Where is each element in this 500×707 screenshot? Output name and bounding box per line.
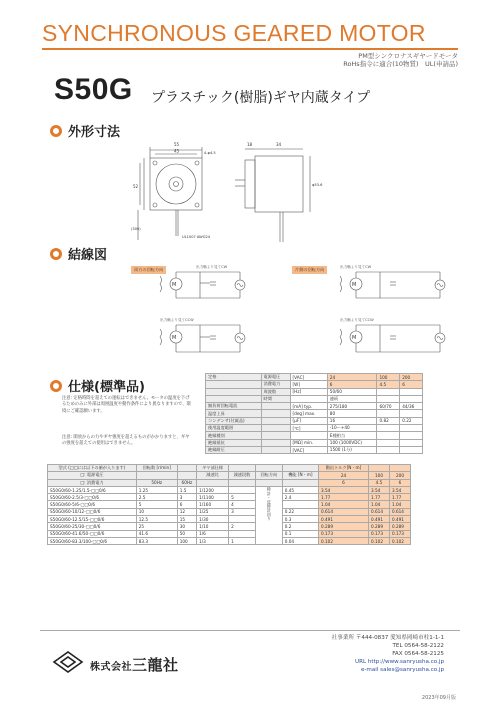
spec-cell — [261, 446, 290, 453]
spec-row — [206, 403, 423, 410]
wiring-diagrams — [140, 262, 470, 370]
model-cell: 1/10 — [197, 523, 229, 530]
dim-52: 52 — [133, 184, 139, 189]
model-header-cell: 200 — [389, 472, 410, 479]
spec-cell: 80 — [327, 410, 377, 417]
model-cell: 0.491 — [319, 516, 369, 523]
section-bullet-icon — [50, 380, 62, 392]
model-cell: S50G0/60-1.25/1.5-□□0/6 — [48, 486, 137, 493]
spec-cell — [206, 381, 262, 388]
model-cell: S50G0/60-12.5/15-□□0/6 — [48, 516, 137, 523]
model-header-cell: 24 — [319, 472, 369, 479]
spec-cell — [261, 417, 290, 424]
model-cell: 15 — [177, 516, 196, 523]
model-header-cell: 50Hz — [136, 479, 177, 486]
spec-cell: 周波数 — [261, 388, 290, 395]
model-header-cell: 機能 [N・m] — [282, 472, 318, 479]
model-header-cell — [282, 465, 318, 472]
model-cell: 12 — [177, 508, 196, 515]
footer-tel: TEL 0564-58-2122 — [392, 643, 444, 649]
section-spec-title: 仕様(標準品) — [68, 380, 145, 395]
spec-cell — [400, 410, 423, 417]
model-cell: 時計・反時計回り — [255, 486, 282, 544]
spec-cell: 6 — [400, 381, 423, 388]
note-1: 注意: 定格時間を超えての運転はできません。モータの温度を下げるためのみに外部は周囲温度や動作条件により異なりますので、環境にご確認願います。 — [62, 396, 191, 414]
spec-cell: [mA] typ. — [290, 403, 327, 410]
model-cell — [229, 486, 256, 493]
model-cell: 0.289 — [389, 523, 410, 530]
spec-cell: [VAC] — [290, 374, 327, 381]
model-header-cell — [229, 479, 256, 486]
model-cell — [282, 501, 318, 508]
spec-cell: 200 — [400, 374, 423, 381]
model-cell: 1.77 — [319, 494, 369, 501]
model-cell: S50G0/60-41.6/50-□□0/6 — [48, 530, 137, 537]
motor-symbol-3: M — [352, 282, 357, 288]
section-wiring-title: 結線図 — [68, 248, 108, 263]
section-dims-title: 外形寸法 — [68, 125, 121, 140]
model-cell: 2 — [229, 523, 256, 530]
spec-cell: [MΩ] min. — [290, 439, 327, 446]
model-header-cell: 100 — [369, 472, 390, 479]
model-cell: 4 — [229, 501, 256, 508]
model-cell: 1/3 — [197, 537, 229, 544]
spec-cell: E種相当 — [327, 432, 377, 439]
model-cell: 0.173 — [319, 530, 369, 537]
spec-cell — [377, 446, 400, 453]
model-cell: 1/30 — [197, 516, 229, 523]
model-cell: 0.289 — [319, 523, 369, 530]
footer-email[interactable]: e-mail sales@sanryusha.co.jp — [360, 667, 444, 673]
dim-phi: φ53.6 — [312, 183, 323, 187]
model-header-cell — [255, 479, 282, 486]
model-cell: 12.5 — [136, 516, 177, 523]
model-cell: S50G0/60-83.3/100-□□0/6 — [48, 537, 137, 544]
model-cell: 30 — [177, 523, 196, 530]
issue-date: 2023年09月版 — [421, 695, 456, 701]
spec-cell — [400, 446, 423, 453]
spec-cell — [377, 425, 400, 432]
wiring-right-ccw-label: 出力軸より見てCCW — [340, 318, 374, 322]
spec-cell: 絶縁種別 — [206, 432, 262, 439]
model-cell: S50G0/60-2.5/3-□□0/6 — [48, 494, 137, 501]
spec-cell: 温度上昇 — [206, 410, 262, 417]
model-cell: 1/25 — [197, 508, 229, 515]
spec-cell: 0.82 — [377, 417, 400, 424]
model-cell: 50 — [177, 530, 196, 537]
model-header-cell — [282, 479, 318, 486]
section-wiring — [50, 244, 107, 263]
model-row — [48, 530, 411, 537]
model-cell: 0.491 — [389, 516, 410, 523]
model-cell: S50G0/60-5/6-□□0/6 — [48, 501, 137, 508]
spec-cell: 16 — [327, 417, 377, 424]
spec-cell — [377, 410, 400, 417]
dim-lead: (300) — [131, 227, 141, 231]
spec-row — [206, 395, 423, 402]
spec-cell: [deg] max. — [290, 410, 327, 417]
company-prefix: 株式会社 — [90, 662, 132, 673]
model-header-cell: ギヤ部仕様 — [197, 465, 229, 472]
spec-cell: 時間 — [261, 395, 290, 402]
dim-18: 18 — [247, 142, 253, 147]
spec-cell: 6 — [327, 381, 377, 388]
spec-cell: [Hz] — [290, 388, 327, 395]
spec-cell: [W] — [290, 381, 327, 388]
model-cell: 1.5 — [177, 486, 196, 493]
spec-cell — [400, 439, 423, 446]
model-header-cell — [197, 479, 229, 486]
model-cell: 0.3 — [282, 516, 318, 523]
model-cell: 3.54 — [319, 486, 369, 493]
spec-cell: 50/60 — [327, 388, 377, 395]
spec-row — [206, 388, 423, 395]
model-cell: 6 — [177, 501, 196, 508]
model-row — [48, 508, 411, 515]
spec-cell — [400, 432, 423, 439]
spec-cell: [℃] — [290, 425, 327, 432]
header-divider — [42, 48, 458, 50]
spec-cell: 電源電圧 — [261, 374, 290, 381]
spec-table — [205, 373, 423, 454]
model-cell: 3 — [177, 494, 196, 501]
spec-row — [206, 381, 423, 388]
spec-cell — [261, 432, 290, 439]
model-header-cell: 回転数 [r/min] — [136, 465, 177, 472]
spec-cell: 100 (1000VDC) — [327, 439, 377, 446]
model-cell: S50G0/60-10/12-□□0/6 — [48, 508, 137, 515]
model-header-row — [48, 465, 411, 472]
model-cell: 1/1100 — [197, 494, 229, 501]
footer-divider — [40, 630, 460, 631]
model-cell: 2.4 — [282, 494, 318, 501]
model-row — [48, 523, 411, 530]
model-row — [48, 516, 411, 523]
model-cell: 1.04 — [369, 501, 390, 508]
model-header-cell — [136, 472, 177, 479]
spec-cell: 44/36 — [400, 403, 423, 410]
dim-45: 45 — [174, 148, 180, 154]
spec-row — [206, 425, 423, 432]
model-description: プラスチック(樹脂)ギヤ内蔵タイプ — [151, 90, 371, 106]
spec-cell: 60/70 — [377, 403, 400, 410]
spec-cell — [206, 388, 262, 395]
spec-cell: 24 — [327, 374, 377, 381]
section-bullet-icon — [50, 248, 62, 260]
spec-cell: 消費電力 — [261, 381, 290, 388]
model-cell: 1.04 — [319, 501, 369, 508]
spec-cell: 275/180 — [327, 403, 377, 410]
cable-spec: UL1007 AWG24 — [182, 235, 211, 239]
header-subtitle-2: RoHs指令に適合(10物質) UL(申請品) — [343, 60, 458, 68]
spec-cell: 定格 — [206, 374, 262, 381]
model-header-cell: 型式 (□□には以下の値が入ります) — [48, 465, 137, 472]
motor-symbol-2: M — [172, 335, 177, 341]
model-header-cell: □: 電源電圧 — [48, 472, 137, 479]
model-cell: 5 — [136, 501, 177, 508]
model-header-cell: 動出トルク[N・m] — [319, 465, 369, 472]
spec-cell — [400, 425, 423, 432]
model-cell: 3 — [229, 508, 256, 515]
model-cell: 1.77 — [369, 494, 390, 501]
spec-cell: 0.22 — [400, 417, 423, 424]
spec-row — [206, 446, 423, 453]
wiring-ccw-label: 出力軸より見てCCW — [160, 318, 194, 322]
model-header-cell: 減速段数 — [229, 472, 256, 479]
model-header-cell: 6 — [319, 479, 369, 486]
header-title: SYNCHRONOUS GEARED MOTOR — [42, 20, 426, 46]
spec-cell — [290, 432, 327, 439]
company-name — [90, 654, 179, 675]
spec-cell — [400, 388, 423, 395]
model-cell: 1.25 — [136, 486, 177, 493]
model-cell: 0.614 — [389, 508, 410, 515]
model-cell: 0.22 — [282, 508, 318, 515]
model-header-cell — [389, 465, 410, 472]
section-dims — [50, 121, 120, 140]
model-header-cell — [229, 465, 256, 472]
model-cell: 0.2 — [282, 523, 318, 530]
model-header-cell — [255, 465, 282, 472]
model-cell: 5 — [229, 494, 256, 501]
model-cell: S50G0/60-25/30-□□0/6 — [48, 523, 137, 530]
spec-cell — [377, 432, 400, 439]
model-cell: 1/1200 — [197, 486, 229, 493]
model-header-cell — [177, 465, 196, 472]
section-bullet-icon — [50, 125, 62, 137]
dim-55: 55 — [174, 142, 180, 147]
model-cell: 0.102 — [369, 537, 390, 544]
model-row — [48, 494, 411, 501]
model-cell: 0.102 — [389, 537, 410, 544]
model-cell: 0.614 — [319, 508, 369, 515]
company-name-main: 三龍社 — [132, 656, 179, 674]
wiring-right-cw-label: 出力軸より見てCW — [340, 265, 372, 269]
wiring-tag-left: 両方の回転方向 — [131, 266, 166, 274]
model-cell: 0.04 — [282, 537, 318, 544]
model-header-cell — [369, 465, 390, 472]
spec-cell — [261, 439, 290, 446]
model-row — [48, 501, 411, 508]
model-cell: 2.5 — [136, 494, 177, 501]
spec-cell — [377, 439, 400, 446]
model-table — [47, 464, 411, 545]
model-cell — [229, 530, 256, 537]
spec-cell: 連続 — [327, 395, 377, 402]
model-cell — [229, 516, 256, 523]
model-cell: 3.54 — [389, 486, 410, 493]
motor-symbol-4: M — [352, 335, 357, 341]
model-cell: 0.102 — [319, 537, 369, 544]
spec-cell: 使用温度範囲 — [206, 425, 262, 432]
footer-address: 社事業所 〒444-0837 愛知県岡崎市柱1-1-1 — [331, 635, 444, 641]
spec-cell — [261, 410, 290, 417]
motor-symbol-1: M — [172, 282, 177, 288]
model-header-cell: 減速比 — [197, 472, 229, 479]
spec-cell: コンデンサ(付属品) — [206, 417, 262, 424]
dim-34: 34 — [276, 142, 282, 147]
note-2: 注意: 開放からの力やギヤ強度を超えるものがかかりますと、ギヤの強度を超えての使用はできません。 — [62, 435, 190, 447]
company-logo-icon — [52, 650, 84, 674]
spec-cell — [400, 395, 423, 402]
model-row — [48, 537, 411, 544]
model-cell: 0.289 — [369, 523, 390, 530]
spec-row — [206, 439, 423, 446]
spec-cell — [377, 388, 400, 395]
model-cell: 1 — [229, 537, 256, 544]
model-header-row — [48, 479, 411, 486]
model-header-cell: □: 消費電力 — [48, 479, 137, 486]
model-cell: 1/160 — [197, 501, 229, 508]
model-cell: 0.614 — [369, 508, 390, 515]
wiring-cw-label: 出力軸より見てCW — [196, 265, 228, 269]
spec-cell: [μF] — [290, 417, 327, 424]
spec-cell: [VAC] — [290, 446, 327, 453]
spec-row — [206, 432, 423, 439]
spec-cell: 絶縁耐圧 — [206, 446, 262, 453]
spec-cell: 4.5 — [377, 381, 400, 388]
footer-fax: FAX 0564-58-2125 — [392, 651, 444, 657]
model-cell: 1/6 — [197, 530, 229, 537]
spec-cell — [206, 395, 262, 402]
spec-row — [206, 410, 423, 417]
model-row — [48, 486, 411, 493]
model-cell: 100 — [177, 537, 196, 544]
spec-row — [206, 417, 423, 424]
header-subtitle-1: PM型シンクロナスギヤードモータ — [358, 52, 458, 60]
model-cell: 0.173 — [389, 530, 410, 537]
spec-cell: 絶縁抵抗 — [206, 439, 262, 446]
dimension-drawing — [130, 140, 330, 252]
model-cell: 1.77 — [389, 494, 410, 501]
spec-row — [206, 374, 423, 381]
model-header-row — [48, 472, 411, 479]
dim-hole: 4-φ4.5 — [204, 151, 216, 155]
model-cell: 10 — [136, 508, 177, 515]
model-header-cell: 6 — [389, 479, 410, 486]
section-spec — [50, 376, 145, 395]
model-cell: 41.6 — [136, 530, 177, 537]
footer-url[interactable]: URL http://www.sanryusha.co.jp — [355, 659, 444, 665]
spec-cell — [261, 425, 290, 432]
model-header-cell — [177, 472, 196, 479]
model-header-cell: 4.5 — [369, 479, 390, 486]
model-cell: 0.45 — [282, 486, 318, 493]
spec-cell: 無負荷回転電流 — [206, 403, 262, 410]
spec-cell: -10〜+40 — [327, 425, 377, 432]
model-cell: 25 — [136, 523, 177, 530]
wiring-tag-right: 片側の回転方向 — [292, 266, 327, 274]
model-header-cell: 60Hz — [177, 479, 196, 486]
model-cell: 3.54 — [369, 486, 390, 493]
spec-cell: 1500 (1分) — [327, 446, 377, 453]
model-cell: 0.173 — [369, 530, 390, 537]
spec-cell — [377, 395, 400, 402]
spec-cell — [290, 395, 327, 402]
model-cell: 0.1 — [282, 530, 318, 537]
spec-cell — [261, 403, 290, 410]
model-cell: 83.3 — [136, 537, 177, 544]
model-cell: 1.04 — [389, 501, 410, 508]
model-header-cell: 回転方向 — [255, 472, 282, 479]
spec-cell: 100 — [377, 374, 400, 381]
model-cell: 0.491 — [369, 516, 390, 523]
model-code: S50G — [54, 73, 133, 106]
